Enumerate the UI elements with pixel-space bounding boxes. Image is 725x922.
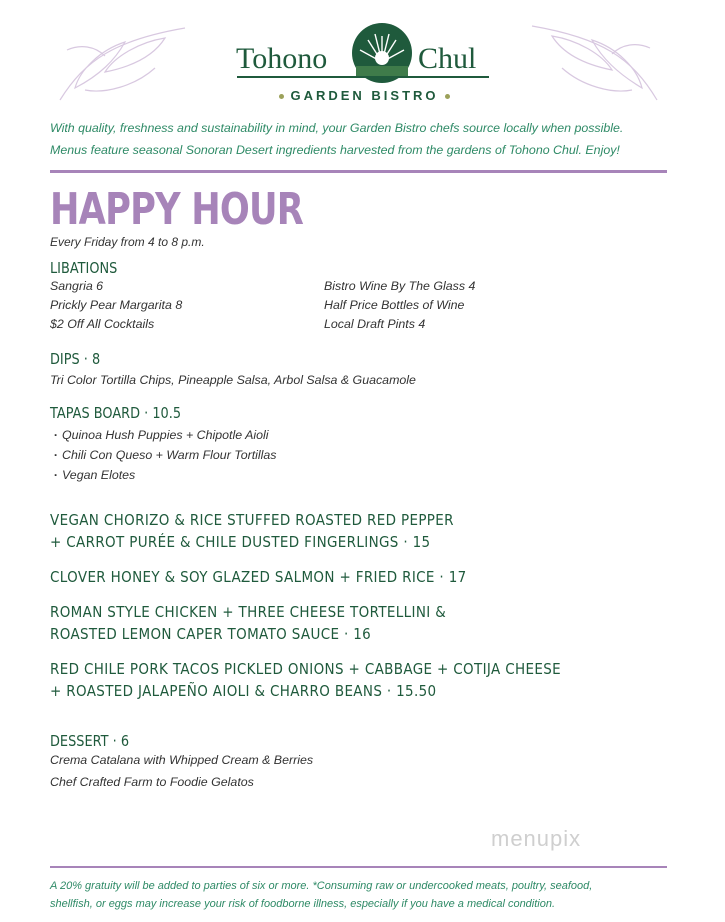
leaf-illustration-left xyxy=(55,20,195,106)
libation-item: Bistro Wine By The Glass 4 xyxy=(324,279,476,293)
happy-hour-schedule: Every Friday from 4 to 8 p.m. xyxy=(50,235,205,249)
dips-description: Tri Color Tortilla Chips, Pineapple Salsa, Arbol Salsa & Guacamole xyxy=(50,373,416,387)
libation-item: Sangria 6 xyxy=(50,279,104,293)
tapas-item: · Quinoa Hush Puppies + Chipotle Aioli xyxy=(50,428,269,442)
libation-item: Local Draft Pints 4 xyxy=(324,317,426,331)
happy-hour-title: HAPPY HOUR xyxy=(50,184,304,235)
dessert-item: Crema Catalana with Whipped Cream & Berries xyxy=(50,753,314,767)
entree-line: ROASTED LEMON CAPER TOMATO SAUCE · 16 xyxy=(50,625,372,643)
dot-icon xyxy=(279,94,284,99)
garden-bistro-subtitle xyxy=(252,88,477,103)
logo-divider xyxy=(237,76,489,78)
dessert-heading: DESSERT · 6 xyxy=(50,732,130,750)
entree-line: CLOVER HONEY & SOY GLAZED SALMON + FRIED RICE · 17 xyxy=(50,568,467,586)
dessert-item: Chef Crafted Farm to Foodie Gelatos xyxy=(50,775,254,789)
entree-line: RED CHILE PORK TACOS PICKLED ONIONS + CABBAGE + COTIJA CHEESE xyxy=(50,660,561,678)
leaf-illustration-right xyxy=(522,18,662,106)
entree-line: ROMAN STYLE CHICKEN + THREE CHEESE TORTELLINI & xyxy=(50,603,447,621)
top-divider xyxy=(50,170,667,173)
intro-line-1: With quality, freshness and sustainability in mind, your Garden Bistro chefs source locally when possible. xyxy=(50,121,624,135)
footnote-line-1: A 20% gratuity will be added to parties of six or more. *Consuming raw or undercooked meats, poultry, seafood, xyxy=(50,880,593,892)
tapas-item: · Chili Con Queso + Warm Flour Tortillas xyxy=(50,448,277,462)
entree-line: VEGAN CHORIZO & RICE STUFFED ROASTED RED PEPPER xyxy=(50,511,454,529)
dot-icon xyxy=(445,94,450,99)
tapas-item: · Vegan Elotes xyxy=(50,468,135,482)
menupix-watermark: menupix xyxy=(491,826,582,851)
entree-line: + CARROT PURÉE & CHILE DUSTED FINGERLINGS · 15 xyxy=(50,533,431,551)
footnote-line-2: shellfish, or eggs may increase your risk of foodborne illness, especially if you have a medical condition. xyxy=(50,898,556,910)
libation-item: $2 Off All Cocktails xyxy=(50,317,155,331)
subtitle-text: GARDEN BISTRO xyxy=(290,88,439,103)
footnote xyxy=(50,877,675,913)
tapas-heading: TAPAS BOARD · 10.5 xyxy=(50,404,182,422)
brand-name-left: Tohono xyxy=(236,42,328,75)
libation-item: Half Price Bottles of Wine xyxy=(324,298,465,312)
libations-heading: LIBATIONS xyxy=(50,259,118,277)
entree-line: + ROASTED JALAPEÑO AIOLI & CHARRO BEANS · 15.50 xyxy=(50,682,437,700)
dips-heading: DIPS · 8 xyxy=(50,350,101,368)
brand-name-right: Chul xyxy=(418,42,477,75)
intro-line-2: Menus feature seasonal Sonoran Desert ingredients harvested from the gardens of Tohono Chul. Enjoy! xyxy=(50,143,620,157)
bottom-divider xyxy=(50,866,667,868)
logo-emblem-icon xyxy=(348,22,416,84)
libation-item: Prickly Pear Margarita 8 xyxy=(50,298,183,312)
